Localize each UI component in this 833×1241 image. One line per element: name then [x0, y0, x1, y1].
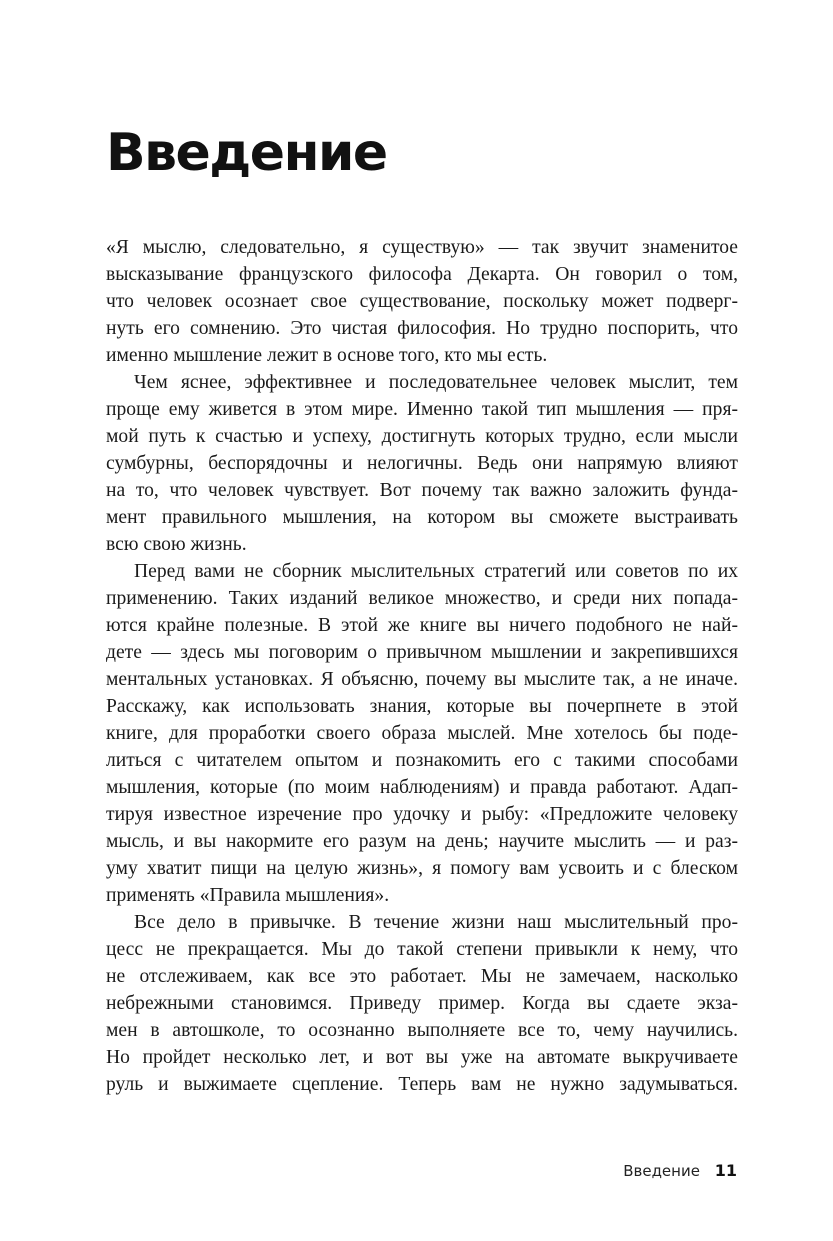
text-line: ются крайне полезные. В этой же книге вы ничего подобного не най-: [106, 615, 738, 636]
text-line: уму хватит пищи на целую жизнь», я помогу вам усвоить и с блеском: [106, 858, 738, 879]
page-number: 11: [714, 1161, 737, 1180]
text-line: мент правильного мышления, на котором вы сможете выстраивать: [106, 507, 738, 528]
text-line: применять «Правила мышления».: [106, 885, 390, 906]
text-line: мысль, и вы накормите его разум на день; научите мыслить — и раз-: [106, 831, 738, 852]
text-line: сумбурны, беспорядочны и нелогичны. Ведь они напрямую влияют: [106, 453, 738, 474]
body-text: [106, 234, 738, 1098]
text-line: ментальных установках. Я объясню, почему вы мыслите так, а не иначе.: [106, 669, 738, 690]
text-line: Но пройдет несколько лет, и вот вы уже на автомате выкручиваете: [106, 1047, 738, 1068]
page-footer: [623, 1160, 737, 1182]
text-line: мышления, которые (по моим наблюдениям) и правда работают. Адап-: [106, 777, 738, 798]
paragraph: [106, 909, 738, 1098]
text-line: «Я мыслю, следовательно, я существую» — так звучит знаменитое: [106, 237, 738, 258]
text-line: Расскажу, как использовать знания, которые вы почерпнете в этой: [106, 696, 738, 717]
text-line: Чем яснее, эффективнее и последовательнее человек мыслит, тем: [134, 372, 738, 393]
text-line: проще ему живется в этом мире. Именно такой тип мышления — пря-: [106, 399, 738, 420]
running-header-section: Введение: [623, 1162, 700, 1180]
text-line: высказывание французского философа Декарта. Он говорил о том,: [106, 264, 738, 285]
text-line: всю свою жизнь.: [106, 534, 247, 555]
page-title: Введение: [106, 123, 387, 183]
text-line: литься с читателем опытом и познакомить его с такими способами: [106, 750, 738, 771]
text-line: что человек осознает свое существование, поскольку может подверг-: [106, 291, 738, 312]
text-line: цесс не прекращается. Мы до такой степени привыкли к нему, что: [106, 939, 738, 960]
text-line: мой путь к счастью и успеху, достигнуть которых трудно, если мысли: [106, 426, 738, 447]
text-line: нуть его сомнению. Это чистая философия. Но трудно поспорить, что: [106, 318, 738, 339]
text-line: Все дело в привычке. В течение жизни наш мыслительный про-: [134, 912, 738, 933]
paragraph: [106, 234, 738, 369]
paragraph: [106, 558, 738, 909]
text-line: применению. Таких изданий великое множество, и среди них попада-: [106, 588, 738, 609]
text-line: небрежными становимся. Приведу пример. Когда вы сдаете экза-: [106, 993, 738, 1014]
text-line: мен в автошколе, то осознанно выполняете все то, чему научились.: [106, 1020, 738, 1041]
paragraph: [106, 369, 738, 558]
text-line: книге, для проработки своего образа мыслей. Мне хотелось бы поде-: [106, 723, 738, 744]
text-line: на то, что человек чувствует. Вот почему так важно заложить фунда-: [106, 480, 738, 501]
text-line: не отслеживаем, как все это работает. Мы не замечаем, насколько: [106, 966, 738, 987]
text-line: Перед вами не сборник мыслительных стратегий или советов по их: [134, 561, 738, 582]
text-line: руль и выжимаете сцепление. Теперь вам не нужно задумываться.: [106, 1074, 738, 1095]
text-line: дете — здесь мы поговорим о привычном мышлении и закрепившихся: [106, 642, 738, 663]
text-line: именно мышление лежит в основе того, кто мы есть.: [106, 345, 548, 366]
text-line: тируя известное изречение про удочку и рыбу: «Предложите человеку: [106, 804, 738, 825]
